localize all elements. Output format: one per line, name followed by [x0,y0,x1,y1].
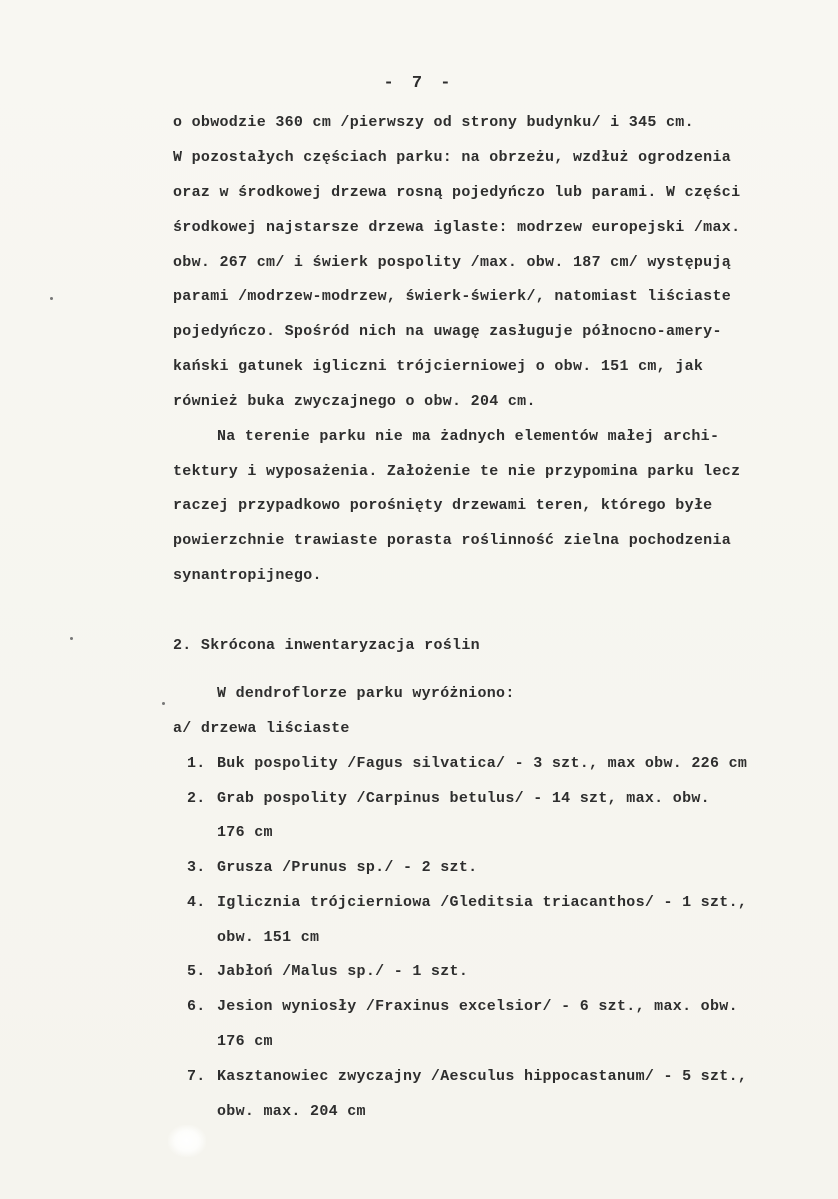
correction-fluid-smudge [168,1125,206,1157]
list-item-number: 5. [187,963,206,980]
text-line: obw. 267 cm/ i świerk pospolity /max. obw. 187 cm/ występują [173,254,732,271]
text-line: raczej przypadkowo porośnięty drzewami teren, którego byłe [173,497,713,514]
list-item-text: Buk pospolity /Fagus silvatica/ - 3 szt., max obw. 226 cm [217,755,748,772]
list-item-number: 2. [187,790,206,807]
list-item-text: obw. 151 cm [217,929,320,946]
list-item-text: 176 cm [217,1033,273,1050]
list-item-number: 4. [187,894,206,911]
text-line: powierzchnie trawiaste porasta roślinność zielna pochodzenia [173,532,732,549]
text-line: środkowej najstarsze drzewa iglaste: modrzew europejski /max. [173,219,741,236]
list-item-number: 1. [187,755,206,772]
margin-speck [162,702,165,705]
margin-speck [50,297,53,300]
list-item-text: Jesion wyniosły /Fraxinus excelsior/ - 6 szt., max. obw. [217,998,738,1015]
list-item-text: Grusza /Prunus sp./ - 2 szt. [217,859,478,876]
list-item-number: 6. [187,998,206,1015]
text-line: W pozostałych częściach parku: na obrzeżu, wzdłuż ogrodzenia [173,149,732,166]
text-line: tektury i wyposażenia. Założenie te nie przypomina parku lecz [173,463,741,480]
list-item-number: 7. [187,1068,206,1085]
list-item-text: obw. max. 204 cm [217,1103,366,1120]
list-item-text: Grab pospolity /Carpinus betulus/ - 14 szt, max. obw. [217,790,710,807]
margin-speck [70,637,73,640]
text-line: kański gatunek iglicznі trójcierniowej o obw. 151 cm, jak [173,358,704,375]
text-line: pojedyńczo. Spośród nich na uwagę zasługuje północno-amery- [173,323,722,340]
list-item-text: 176 cm [217,824,273,841]
intro-line: W dendroflorze parku wyróżniono: [217,685,515,702]
list-item-text: Kasztanowiec zwyczajny /Aesculus hippocastanum/ - 5 szt., [217,1068,748,1085]
text-line: Na terenie parku nie ma żadnych elementów małej archi- [217,428,720,445]
list-item-text: Iglicznia trójcierniowa /Gleditsia triacanthos/ - 1 szt., [217,894,748,911]
text-line: oraz w środkowej drzewa rosną pojedyńczo lub parami. W części [173,184,741,201]
list-item-text: Jabłoń /Malus sp./ - 1 szt. [217,963,469,980]
text-line: parami /modrzew-modrzew, świerk-świerk/, natomiast liściaste [173,288,732,305]
section-heading: 2. Skrócona inwentaryzacja roślin [173,637,480,654]
subheading: a/ drzewa liściaste [173,720,350,737]
page-number: - 7 - [383,74,455,93]
text-line: również buka zwyczajnego o obw. 204 cm. [173,393,536,410]
text-line: o obwodzie 360 cm /pierwszy od strony budynku/ i 345 cm. [173,114,694,131]
list-item-number: 3. [187,859,206,876]
text-line: synantropijnego. [173,567,322,584]
